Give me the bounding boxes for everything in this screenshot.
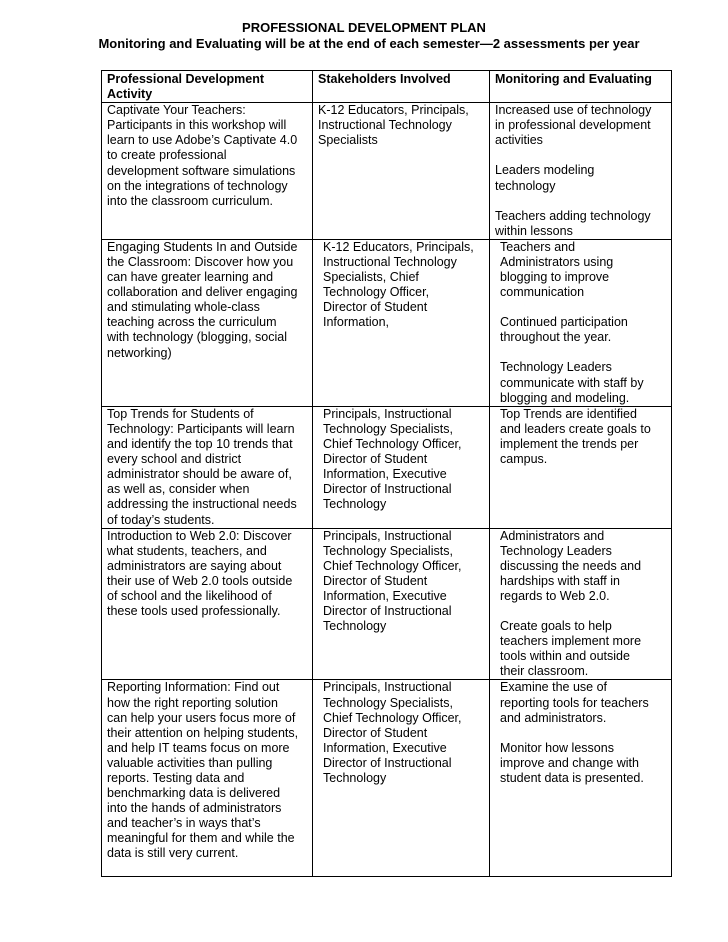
activity-cell: Reporting Information: Find out how the right reporting solution can help your users focus more of their attention on helping students, and help IT teams focus on more valuable activities than pulling reports. Testing data and benchmarking data is delivered into the hands of administrators and teacher’s in ways that’s meaningful for them and while the data is still very current. [102, 680, 313, 877]
header-monitoring: Monitoring and Evaluating [490, 71, 672, 103]
table-row [102, 680, 672, 877]
activity-cell: Top Trends for Students of Technology: Participants will learn and identify the top 10 trends that every school and district administrator should be aware of, as well as, consider when addressing the instructional needs of today’s students. [102, 406, 313, 528]
table-header-row [102, 71, 672, 103]
stakeholders-cell: Principals, Instructional Technology Specialists, Chief Technology Officer, Director of Student Information, Executive Director of Instructional Technology [313, 406, 490, 528]
activity-cell: Captivate Your Teachers: Participants in this workshop will learn to use Adobe’s Captivate 4.0 to create professional development software simulations on the integrations of technology into the classroom curriculum. [102, 103, 313, 240]
table-row [102, 239, 672, 406]
activity-cell: Introduction to Web 2.0: Discover what students, teachers, and administrators are saying about their use of Web 2.0 tools outside of school and the likelihood of these tools used professionally. [102, 528, 313, 680]
stakeholders-cell: K-12 Educators, Principals, Instructional Technology Specialists [313, 103, 490, 240]
monitoring-cell: Top Trends are identified and leaders create goals to implement the trends per campus. [490, 406, 672, 528]
monitoring-cell: Examine the use of reporting tools for teachers and administrators. Monitor how lessons improve and change with student data is presented. [490, 680, 672, 877]
monitoring-cell: Teachers and Administrators using blogging to improve communication Continued participation throughout the year. Technology Leaders communicate with staff by blogging and modeling. [490, 239, 672, 406]
monitoring-cell: Administrators and Technology Leaders discussing the needs and hardships with staff in regards to Web 2.0. Create goals to help teachers implement more tools within and outside their classroom. [490, 528, 672, 680]
stakeholders-cell: K-12 Educators, Principals, Instructional Technology Specialists, Chief Technology Officer, Director of Student Information, [313, 239, 490, 406]
development-plan-table [101, 70, 672, 877]
stakeholders-cell: Principals, Instructional Technology Specialists, Chief Technology Officer, Director of Student Information, Executive Director of Instructional Technology [313, 680, 490, 877]
header-activity: Professional Development Activity [102, 71, 313, 103]
monitoring-cell: Increased use of technology in professional development activities Leaders modeling technology Teachers adding technology within lessons [490, 103, 672, 240]
table-row [102, 528, 672, 680]
table-row [102, 406, 672, 528]
header-stakeholders: Stakeholders Involved [313, 71, 490, 103]
activity-cell: Engaging Students In and Outside the Classroom: Discover how you can have greater learning and collaboration and deliver engaging and stimulating whole-class teaching across the curriculum with technology (blogging, social networking) [102, 239, 313, 406]
document-subtitle: Monitoring and Evaluating will be at the end of each semester—2 assessments per year [98, 36, 640, 51]
table-row [102, 103, 672, 240]
document-title: PROFESSIONAL DEVELOPMENT PLAN [242, 20, 486, 35]
stakeholders-cell: Principals, Instructional Technology Specialists, Chief Technology Officer, Director of Student Information, Executive Director of Instructional Technology [313, 528, 490, 680]
